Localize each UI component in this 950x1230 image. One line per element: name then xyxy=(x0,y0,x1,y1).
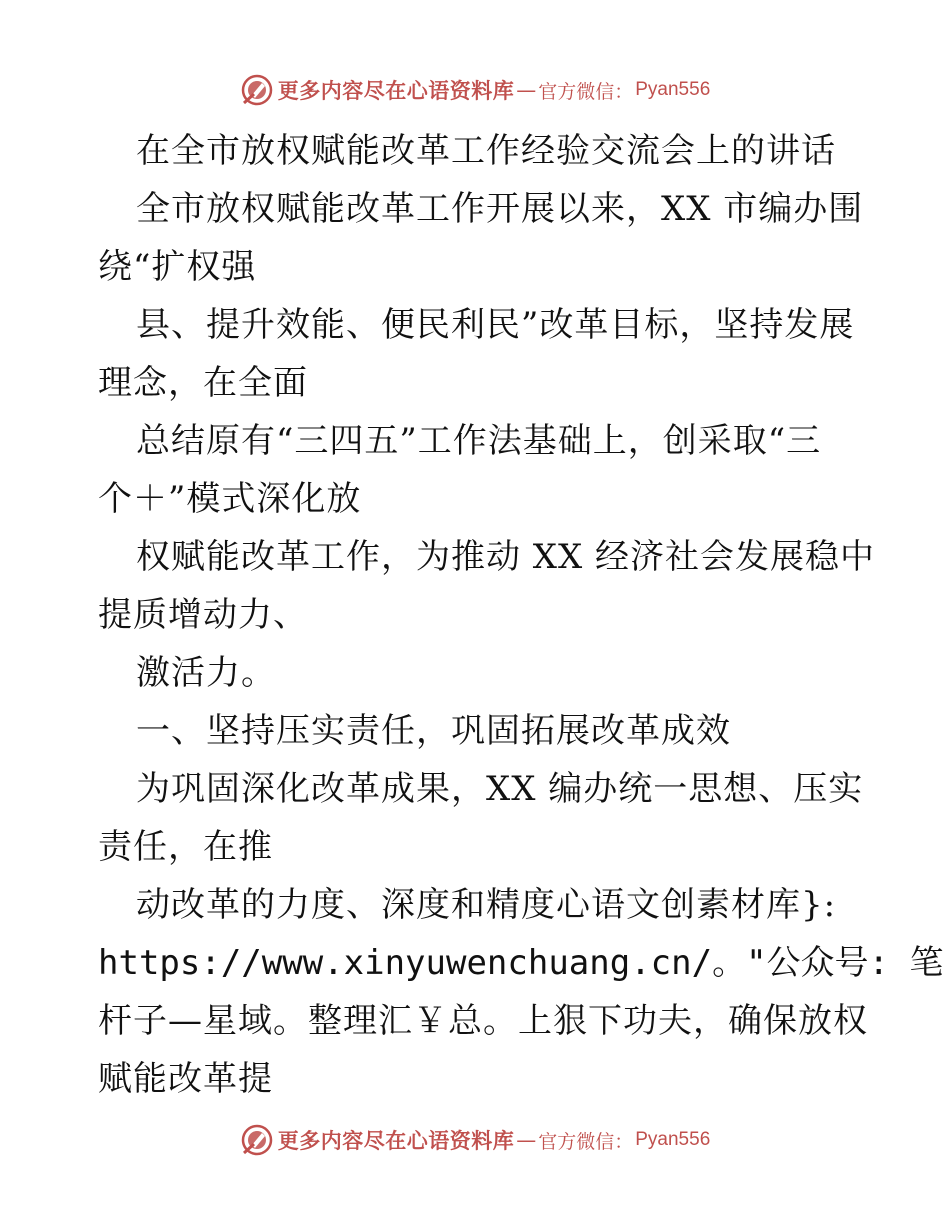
paragraph-line: 赋能改革提 xyxy=(98,1059,273,1099)
paragraph-line: 县、提升效能、便民利民”改革目标，坚持发展 xyxy=(136,305,855,345)
banner-site-name: 更多内容尽在心语资料库 xyxy=(277,1128,515,1153)
url-line: https://www.xinyuwenchuang.cn/。"公众号: 笔 xyxy=(98,943,944,983)
paragraph-line: 个＋”模式深化放 xyxy=(98,479,362,519)
banner-dash: — xyxy=(516,78,537,102)
section-heading: 一、坚持压实责任，巩固拓展改革成效 xyxy=(136,711,731,751)
banner-wechat-id: Pyan556 xyxy=(635,1129,711,1150)
paragraph-line: 提质增动力、 xyxy=(98,595,308,635)
banner-wechat-id: Pyan556 xyxy=(635,79,711,100)
banner-wechat-label: 官方微信： xyxy=(538,80,634,103)
paragraph-line: 动改革的力度、深度和精度心语文创素材库}: xyxy=(136,885,837,925)
paragraph-line: 理念，在全面 xyxy=(98,363,308,403)
paragraph-line: 权赋能改革工作，为推动 XX 经济社会发展稳中 xyxy=(136,537,876,577)
paragraph-line: 责任，在推 xyxy=(98,827,273,867)
paragraph-line: 绕“扩权强 xyxy=(98,247,257,287)
footer-watermark-banner xyxy=(0,1120,950,1160)
paragraph-line: 为巩固深化改革成果，XX 编办统一思想、压实 xyxy=(136,769,864,809)
banner-site-name: 更多内容尽在心语资料库 xyxy=(277,78,515,103)
paragraph-line: 全市放权赋能改革工作开展以来，XX 市编办围 xyxy=(136,189,864,229)
document-title: 在全市放权赋能改革工作经验交流会上的讲话 xyxy=(136,131,836,171)
header-watermark-banner xyxy=(0,70,950,110)
paragraph-line: 激活力。 xyxy=(136,653,276,693)
paragraph-line: 总结原有“三四五”工作法基础上，创采取“三 xyxy=(136,421,822,461)
pen-nib-logo-icon xyxy=(240,1123,274,1157)
banner-wechat-label: 官方微信： xyxy=(538,1130,634,1153)
paragraph-line: 杆子—星域。整理汇￥总。上狠下功夫，确保放权 xyxy=(98,1001,868,1041)
banner-dash: — xyxy=(516,1128,537,1152)
pen-nib-logo-icon xyxy=(240,73,274,107)
document-body xyxy=(98,122,944,1108)
